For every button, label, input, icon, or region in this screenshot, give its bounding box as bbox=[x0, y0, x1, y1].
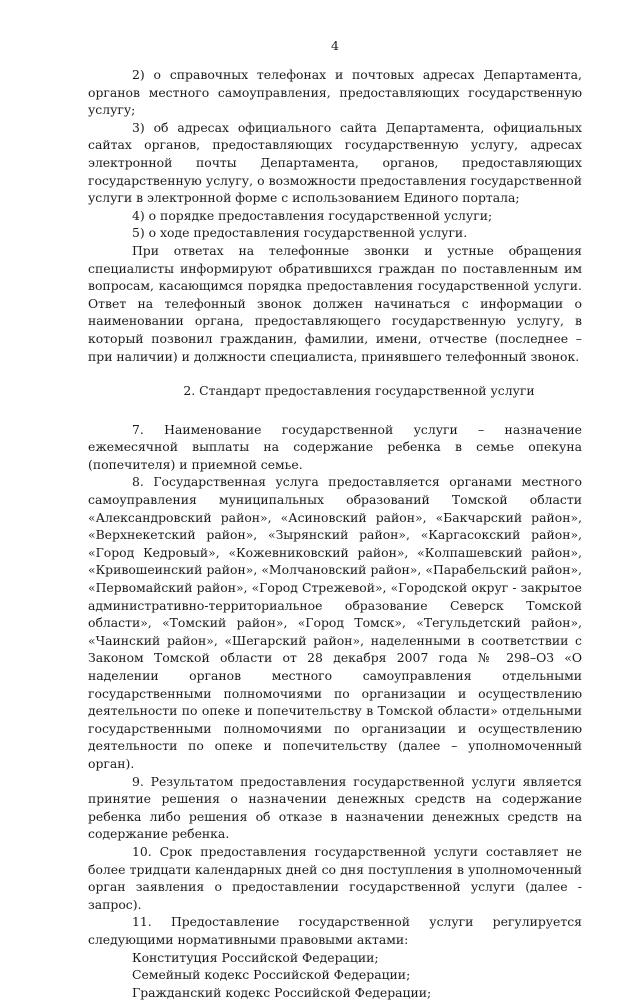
legal-act-item: Конституция Российской Федерации; bbox=[132, 949, 379, 965]
legal-act-item: Семейный кодекс Российской Федерации; bbox=[132, 967, 411, 983]
paragraph-progress: 5) о ходе предоставления государственной услуги. bbox=[132, 225, 468, 241]
legal-act-item: Гражданский кодекс Российской Федерации; bbox=[132, 984, 432, 1000]
paragraph-7: 7. Наименование государственной услуги – назначение ежемесячной выплаты на содержание ребенка в семье опекуна (попечителя) и приемной семье. bbox=[88, 421, 582, 472]
document-body bbox=[88, 66, 582, 1001]
paragraph-websites: 3) об адресах официального сайта Департамента, официальных сайтах органов, предоставляющих государственную услугу, адресах электронной почты Департамента, органов, предоставляющих государственную услугу, о возможности предоставления государственной услуги в электронной форме с использованием Единого портала; bbox=[88, 119, 582, 206]
paragraph-contacts: 2) о справочных телефонах и почтовых адресах Департамента, органов местного самоуправления, предоставляющих государственную услугу; bbox=[88, 67, 582, 118]
page-number: 4 bbox=[331, 38, 339, 53]
paragraph-10: 10. Срок предоставления государственной услуги составляет не более тридцати календарных дней со дня поступления в уполномоченный орган заявления о предоставлении государственной услуги (далее - запрос). bbox=[88, 843, 582, 912]
paragraph-8: 8. Государственная услуга предоставляется органами местного самоуправления муниципальных образований Томской области «Александровский район», «Асиновский район», «Бакчарский район», «Верхнекетский район», «Зырянский район», «Каргасокский район», «Город Кедровый», «Кожевниковский район», «Колпашевский район», «Кривошеинский район», «Молчановский район», «Парабельский район», «Первомайский район», «Город Стрежевой», «Городской округ - закрытое административно-территориальное образование Северск Томской области», «Томский район», «Город Томск», «Тегульдетский район», «Чаинский район», «Шегарский район», наделенными в соответствии с Законом Томской области от 28 декабря 2007 года № 298–ОЗ «О наделении органов местного самоуправления отдельными государственными полномочиями по организации и осуществлению деятельности по опеке и попечительству в Томской области» отдельными государственными полномочиями по организации и осуществлению деятельности по опеке и попечительству (далее – уполномоченный орган). bbox=[88, 474, 582, 771]
paragraph-9: 9. Результатом предоставления государственной услуги является принятие решения о назначении денежных средств на содержание ребенка либо решения об отказе в назначении денежных средств на содержание ребенка. bbox=[88, 773, 582, 842]
document-page bbox=[88, 0, 582, 1000]
paragraph-11: 11. Предоставление государственной услуги регулируется следующими нормативными правовыми актами: bbox=[88, 914, 582, 947]
section-heading: 2. Стандарт предоставления государственной услуги bbox=[183, 383, 535, 399]
paragraph-phone-calls: При ответах на телефонные звонки и устные обращения специалисты информируют обратившихся граждан по поставленным им вопросам, касающимся порядка предоставления государственной услуги. Ответ на телефонный звонок должен начинаться с информации о наименовании органа, предоставляющего государственную услугу, в который позвонил гражданин, фамилии, имени, отчестве (последнее – при наличии) и должности специалиста, принявшего телефонный звонок. bbox=[88, 242, 582, 364]
paragraph-procedure: 4) о порядке предоставления государственной услуги; bbox=[132, 207, 493, 223]
